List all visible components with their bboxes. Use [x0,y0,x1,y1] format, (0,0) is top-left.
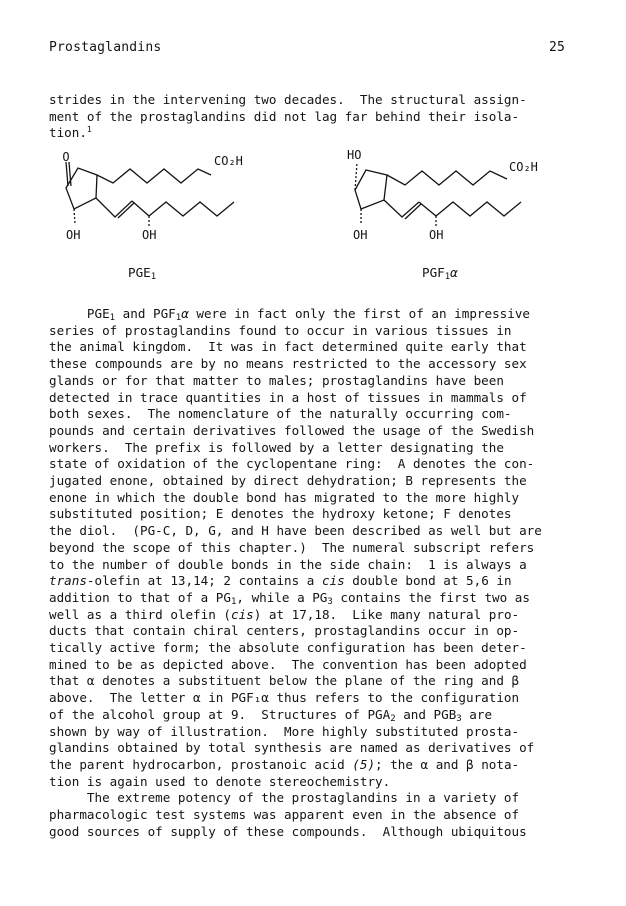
ketone-double-bond [66,162,71,186]
text-span: PGF [422,265,445,280]
text-span: glands or for that matter to males; prostaglandins have been [49,372,504,388]
text-span: and [115,306,154,321]
page-number: 25 [548,40,565,55]
text-span: pharmacologic test systems was apparent even in the absence of [49,807,520,823]
text-span: jugated enone, obtained by direct dehydration; B represents the [49,473,527,489]
text-span: well as a third olefin ( [49,606,231,622]
text-span: the diol. (PG-C, D, G, and H have been described as well but are [49,523,542,539]
text-span: substituted position; E denotes the hydroxy ketone; F denotes [49,506,512,522]
ring-oh-label: OH [66,228,81,242]
pgf1a-structure [335,145,565,245]
text-span: 2 [390,713,396,724]
chain-oh-label: OH [142,228,157,242]
text-span: addition to that of a PG [49,589,231,605]
pge1-caption [128,265,156,280]
intro-paragraph [49,92,569,142]
pgf1a-caption [422,265,458,280]
ring-bond [355,170,387,209]
text-span: 1 [175,313,182,323]
text-span: (5) [352,756,376,772]
text-span: enone in which the double bond has migrated to the more highly [49,489,520,505]
text-span: both sexes. The nomenclature of the naturally occurring com- [49,406,512,422]
text-span: good sources of supply of these compounds. Although ubiquitous [49,823,527,839]
text-span: above. The letter α in PGF₁α thus refers to the configuration [49,690,520,706]
text-span: the animal kingdom. It was in fact determined quite early that [49,339,527,355]
footnote-marker: 1 [86,125,92,134]
text-span: ) at 17,18. Like many natural pro- [253,606,520,622]
lower-chain [384,200,521,219]
text-span: The extreme potency of the prostaglandins in a variety of [49,790,520,806]
text-span: that α denotes a substituent below the plane of the ring and β [49,673,520,689]
text-span: series of prostaglandins found to occur in various tissues in [49,322,512,338]
text-span: double bond at 5,6 in [344,573,512,589]
pge1-structure [48,145,268,245]
intro-line: ment of the prostaglandins did not lag far behind their isola- [49,108,520,124]
text-span: to the number of double bonds in the side chain: 1 is always a [49,556,527,572]
text-span: and PGB [395,706,457,722]
ring-oh-label: OH [353,228,368,242]
text-span: α [181,306,189,321]
upper-chain [97,169,211,183]
text-span: are [461,706,493,722]
running-title: Prostaglandins [49,40,162,55]
text-span: , while a PG [236,589,328,605]
lower-chain [96,198,234,218]
text-span: tion is again used to denote stereochemistry. [49,773,391,789]
text-span: trans [49,573,87,589]
text-span: 3 [456,713,462,724]
text-span: 1 [444,272,451,282]
text-span: contains the first two as [332,589,530,605]
text-span: were in fact only the first of an impressive [196,306,530,321]
ring-oh-bond [74,209,75,224]
text-span: ; the α and β nota- [375,756,520,772]
text-span: cis [321,573,345,589]
text-span: shown by way of illustration. More highly substituted prosta- [49,723,520,739]
text-span: PGE [128,265,151,280]
text-span: the parent hydrocarbon, prostanoic acid [49,756,353,772]
text-span: 1 [150,272,157,282]
text-span: 1 [230,596,237,607]
text-span: detected in trace quantities in a host of tissues in mammals of [49,389,527,405]
text-span: glandins obtained by total synthesis are named as derivatives of [49,740,535,756]
intro-line: strides in the intervening two decades. The structural assign- [49,92,527,107]
text-span: state of oxidation of the cyclopentane ring: A denotes the con- [49,456,535,472]
text-span: -olefin at 13,14; 2 contains a [86,573,322,589]
text-span: tically active form; the absolute configuration has been deter- [49,640,527,656]
ketone-o-label: O [62,150,70,164]
ho-label: HO [347,148,362,162]
text-span: ducts that contain chiral centers, prostaglandins occur in op- [49,623,520,639]
text-span [49,306,87,321]
chain-oh-label: OH [429,228,444,242]
text-span: 1 [109,313,116,323]
text-span: 3 [327,596,333,607]
co2h-label: CO₂H [214,154,243,168]
text-span: beyond the scope of this chapter.) The numeral subscript refers [49,539,535,555]
text-span: these compounds are by no means restricted to the accessory sex [49,356,527,372]
text-span: PGF [153,306,176,321]
text-span: pounds and certain derivatives followed the usage of the Swedish [49,422,535,438]
text-span: of the alcohol group at 9. Structures of PGA [49,706,391,722]
text-span: α [450,265,458,280]
intro-line: tion. [49,125,87,141]
text-span: workers. The prefix is followed by a letter designating the [49,439,504,455]
text-span: mined to be as depicted above. The convention has been adopted [49,656,527,672]
body-text [49,306,579,841]
upper-chain [387,171,507,185]
co2h-label: CO₂H [509,160,538,174]
text-span: cis [230,606,254,622]
text-span: PGE [86,306,110,321]
